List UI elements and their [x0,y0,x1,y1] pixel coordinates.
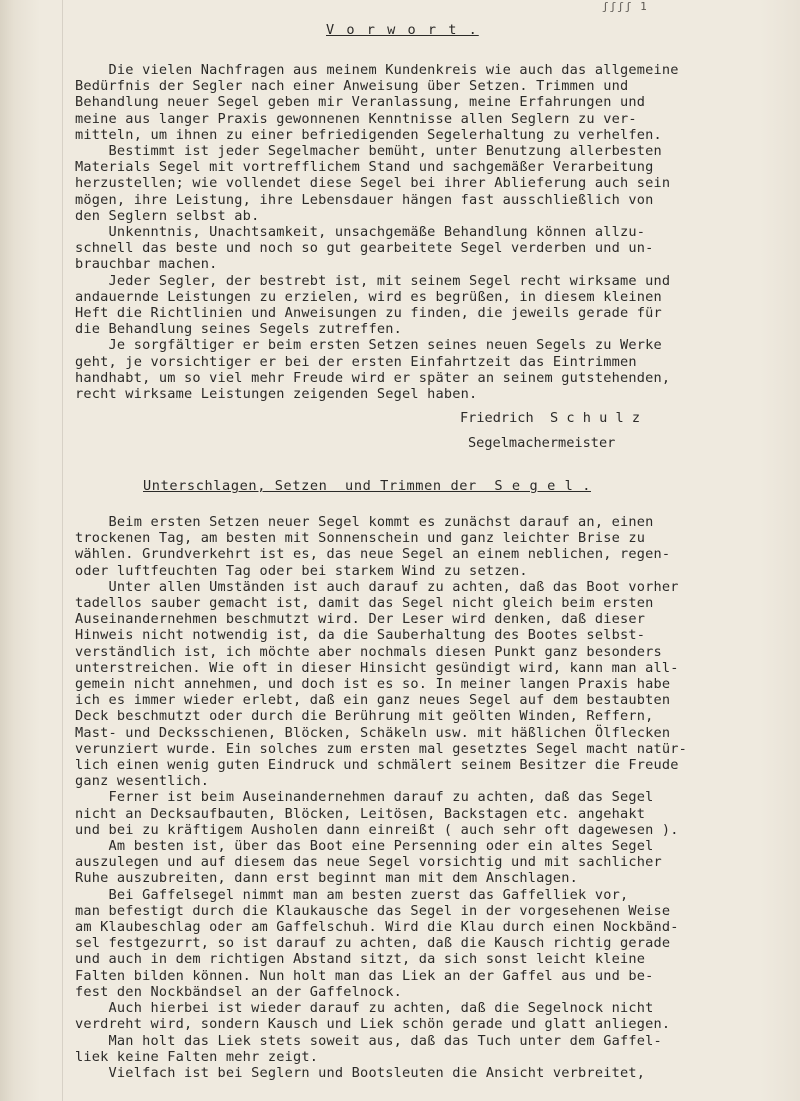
text-line: Materials Segel mit vortrefflichem Stand und sachgemäßer Verarbeitung [75,159,654,176]
text-line: gemein nicht annehmen, und doch ist es so. In meiner langen Praxis habe [75,676,671,693]
text-line: Je sorgfältiger er beim ersten Setzen seines neuen Segels zu Werke [75,337,662,354]
text-line: trockenen Tag, am besten mit Sonnenschein und ganz leichter Brise zu [75,530,646,547]
text-line: Man holt das Liek stets soweit aus, daß das Tuch unter dem Gaffel- [75,1032,662,1049]
preface-title: V o r w o r t . [326,22,479,38]
text-line: unterstreichen. Wie oft in dieser Hinsicht gesündigt wird, kann man all- [75,659,679,676]
signature-title: Segelmachermeister [468,435,616,451]
text-line: Falten bilden können. Nun holt man das Liek an der Gaffel aus und be- [75,967,654,984]
section-body [75,514,775,1081]
text-line: Deck beschmutzt oder durch die Berührung mit geölten Winden, Reffern, [75,708,654,725]
text-line: Vielfach ist bei Seglern und Bootsleuten die Ansicht verbreitet, [75,1064,646,1081]
text-line: verständlich ist, ich möchte aber nochmals diesen Punkt ganz besonders [75,643,662,660]
text-line: und bei zu kräftigem Ausholen dann einreißt ( auch sehr oft dagewesen ). [75,821,679,838]
text-line: verunziert wurde. Ein solches zum ersten mal gesetztes Segel macht natür- [75,740,688,757]
text-line: andauernde Leistungen zu erzielen, wird es begrüßen, in diesem kleinen [75,288,662,305]
text-line: oder luftfeuchten Tag oder bei starkem Wind zu setzen. [75,562,528,579]
corner-handwritten-note: ʃʃʃʃ 1 [602,0,648,13]
text-line: auszulegen und auf diesem das neue Segel vorsichtig und mit sachlicher [75,854,662,871]
text-line: Am besten ist, über das Boot eine Persenning oder ein altes Segel [75,838,654,855]
text-line: tadellos sauber gemacht ist, damit das Segel nicht gleich beim ersten [75,595,654,612]
text-line: Beim ersten Setzen neuer Segel kommt es zunächst darauf an, einen [75,514,654,530]
text-line: Heft die Richtlinien und Anweisungen zu finden, die jeweils gerade für [75,305,662,322]
text-line: Bestimmt ist jeder Segelmacher bemüht, unter Benutzung allerbesten [75,143,662,160]
binding-edge [62,0,63,1101]
text-line: wählen. Grundverkehrt ist es, das neue Segel an einem neblichen, regen- [75,546,671,563]
text-line: handhabt, um so viel mehr Freude wird er später an seinem gutstehenden, [75,369,671,386]
text-line: den Seglern selbst ab. [75,207,260,224]
text-line: verdreht wird, sondern Kausch und Liek schön gerade und glatt anliegen. [75,1016,671,1033]
text-line: Hinweis nicht notwendig ist, da die Sauberhaltung des Bootes selbst- [75,627,646,644]
text-line: am Klaubeschlag oder am Gaffelschuh. Wird die Klau durch einen Nockbänd- [75,919,679,936]
text-line: Jeder Segler, der bestrebt ist, mit seinem Segel recht wirksame und [75,272,671,289]
signature-name: Friedrich S c h u l z [460,410,641,426]
text-line: recht wirksame Leistungen zeigenden Segel haben. [75,386,478,403]
text-line: und auch in dem richtigen Abstand sitzt, da sich sonst leicht kleine [75,951,646,968]
text-line: geht, je vorsichtiger er bei der ersten Einfahrtzeit das Eintrimmen [75,353,637,370]
text-line: Mast- und Decksschienen, Blöcken, Schäkeln usw. mit häßlichen Ölflecken [75,724,671,741]
text-line: Unter allen Umständen ist auch darauf zu achten, daß das Boot vorher [75,578,679,595]
text-line: ganz wesentlich. [75,773,210,790]
text-line: Auch hierbei ist wieder darauf zu achten, daß die Segelnock nicht [75,1000,654,1017]
section-title: Unterschlagen, Setzen und Trimmen der S e g e l . [143,478,591,494]
text-line: herzustellen; wie vollendet diese Segel bei ihrer Ablieferung auch sein [75,175,671,192]
text-line: Auseinandernehmen beschmutzt wird. Der Leser wird denken, daß dieser [75,611,646,628]
text-line: nicht an Decksaufbauten, Blöcken, Leitösen, Backstagen etc. angehakt [75,805,646,822]
text-line: mitteln, um ihnen zu einer befriedigenden Segelerhaltung zu verhelfen. [75,126,662,143]
text-line: man befestigt durch die Klaukausche das Segel in der vorgesehenen Weise [75,902,671,919]
text-line: brauchbar machen. [75,256,218,273]
text-line: die Behandlung seines Segels zutreffen. [75,321,402,338]
preface-body [75,62,775,402]
text-line: lich einen wenig guten Eindruck und schmälert seinem Besitzer die Freude [75,757,679,774]
text-line: sel festgezurrt, so ist darauf zu achten, daß die Kausch richtig gerade [75,935,671,952]
text-line: Bei Gaffelsegel nimmt man am besten zuerst das Gaffelliek vor, [75,886,629,903]
text-line: liek keine Falten mehr zeigt. [75,1048,319,1065]
text-line: Bedürfnis der Segler nach einer Anweisung über Setzen. Trimmen und [75,78,629,95]
text-line: Die vielen Nachfragen aus meinem Kundenkreis wie auch das allgemeine [75,62,679,78]
text-line: schnell das beste und noch so gut gearbeitete Segel verderben und un- [75,240,654,257]
text-line: fest den Nockbändsel an der Gaffelnock. [75,983,402,1000]
text-line: Behandlung neuer Segel geben mir Veranlassung, meine Erfahrungen und [75,94,646,111]
text-line: meine aus langer Praxis gewonnenen Kenntnisse allen Seglern zu ver- [75,110,637,127]
text-line: mögen, ihre Leistung, ihre Lebensdauer hängen fast ausschließlich von [75,191,654,208]
text-line: ich es immer wieder erlebt, daß ein ganz neues Segel auf dem bestaubten [75,692,671,709]
text-line: Ferner ist beim Auseinandernehmen darauf zu achten, daß das Segel [75,789,654,806]
text-line: Ruhe auszubreiten, dann erst beginnt man mit dem Anschlagen. [75,870,579,887]
text-line: Unkenntnis, Unachtsamkeit, unsachgemäße Behandlung können allzu- [75,224,646,241]
